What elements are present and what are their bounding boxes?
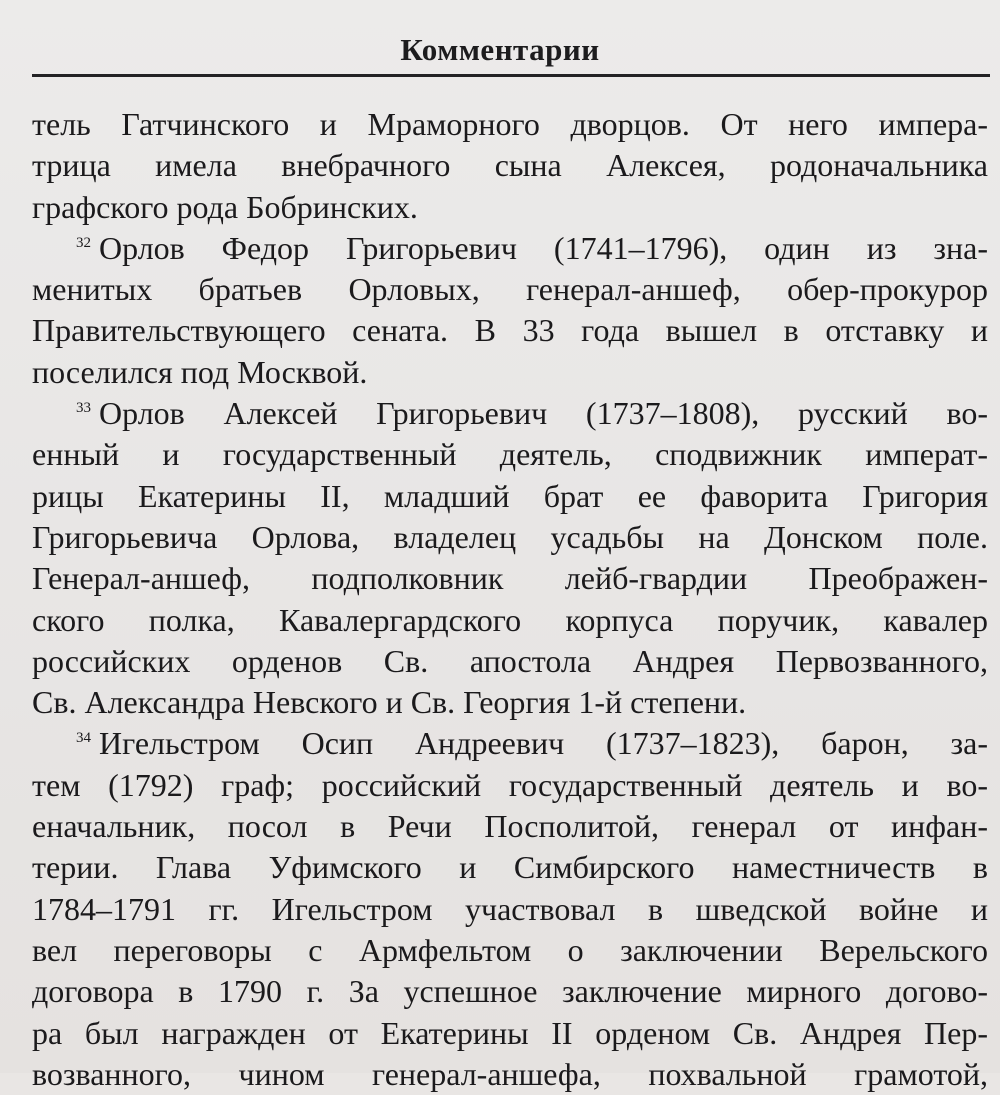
text-line: Игельстром Осип Андреевич (1737–1823), барон, за- — [99, 725, 988, 762]
text-line: Орлов Алексей Григорьевич (1737–1808), русский во- — [99, 395, 988, 432]
text-line: вел переговоры с Армфельтом о заключении Верельского — [32, 931, 988, 968]
footnote-32-first-line — [32, 228, 988, 269]
text-line: поселился под Москвой. — [32, 353, 368, 390]
text-line: Григорьевича Орлова, владелец усадьбы на Донском поле. — [32, 518, 988, 555]
text-line: графского рода Бобринских. — [32, 188, 418, 225]
text-line: 1784–1791 гг. Игельстром участвовал в шведской войне и — [32, 890, 988, 927]
text-line: ского полка, Кавалергардского корпуса поручик, кавалер — [32, 601, 988, 638]
page-header-title: Комментарии — [400, 32, 600, 67]
text-line: возванного, чином генерал-аншефа, похвальной грамотой, — [32, 1055, 988, 1092]
text-line: трица имела внебрачного сына Алексея, родоначальника — [32, 147, 988, 184]
text-line: еначальник, посол в Речи Посполитой, генерал от инфан- — [32, 808, 988, 845]
text-line: Правительствующего сената. В 33 года вышел в отставку и — [32, 312, 988, 349]
text-line: договора в 1790 г. За успешное заключение мирного догово- — [32, 973, 988, 1010]
footnote-33-first-line — [32, 393, 988, 434]
header-divider — [32, 74, 990, 77]
footnote-number: 34 — [76, 730, 91, 747]
text-line: Орлов Федор Григорьевич (1741–1796), один из зна- — [99, 229, 988, 266]
text-line: тель Гатчинского и Мраморного дворцов. От него импера- — [32, 106, 988, 142]
text-line: тем (1792) граф; российский государственный деятель и во- — [32, 766, 988, 803]
commentary-text — [32, 104, 988, 1095]
text-line: енный и государственный деятель, сподвижник императ- — [32, 436, 988, 473]
text-line: ра был награжден от Екатерины II орденом Св. Андрея Пер- — [32, 1014, 988, 1051]
footnote-34-first-line — [32, 723, 988, 764]
footnote-number: 33 — [76, 400, 91, 417]
text-line: российских орденов Св. апостола Андрея Первозванного, — [32, 642, 988, 679]
footnote-number: 32 — [76, 234, 91, 251]
text-line: терии. Глава Уфимского и Симбирского наместничеств в — [32, 849, 988, 886]
text-line: рицы Екатерины II, младший брат ее фаворита Григория — [32, 477, 988, 514]
text-line: Св. Александра Невского и Св. Георгия 1-й степени. — [32, 684, 747, 721]
text-line: Генерал-аншеф, подполковник лейб-гвардии Преображен- — [32, 560, 988, 597]
text-line: менитых братьев Орловых, генерал-аншеф, обер-прокурор — [32, 271, 988, 308]
